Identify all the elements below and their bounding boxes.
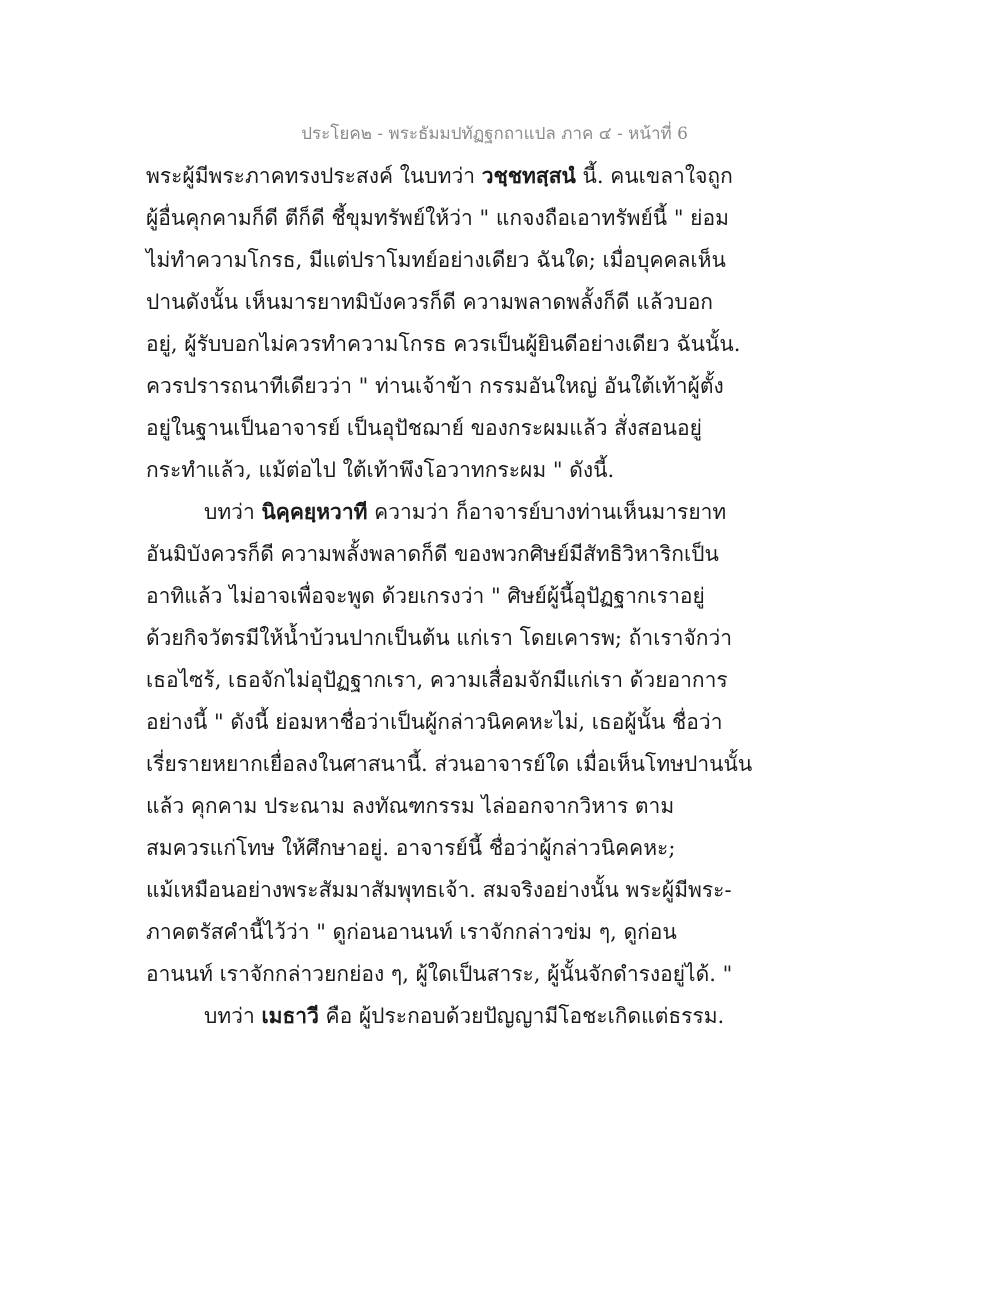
text-segment: บทว่า [204, 500, 262, 524]
text-segment: กระทำแล้ว, แม้ต่อไป ใต้เท้าพึงโอวาทกระผม " ดังนี้. [146, 458, 615, 482]
text-segment: นี้. คนเขลาใจถูก [575, 164, 733, 188]
text-line [146, 491, 856, 533]
text-line [146, 869, 856, 911]
body-text [146, 155, 856, 1037]
text-segment: พระผู้มีพระภาคทรงประสงค์ ในบทว่า [146, 164, 482, 188]
text-line [146, 449, 856, 491]
text-line [146, 575, 856, 617]
text-line [146, 701, 856, 743]
text-line [146, 659, 856, 701]
bold-term: วชฺชทสฺสนํ [481, 163, 576, 188]
text-segment: เรี่ยรายหยากเยื่อลงในศาสนานี้. ส่วนอาจารย์ใด เมื่อเห็นโทษปานนั้น [146, 752, 753, 776]
text-segment: อยู่, ผู้รับบอกไม่ควรทำความโกรธ ควรเป็นผู้ยินดีอย่างเดียว ฉันนั้น. [146, 332, 741, 356]
text-segment: อันมิบังควรก็ดี ความพลั้งพลาดก็ดี ของพวกศิษย์มีสัทธิวิหาริกเป็น [146, 542, 719, 566]
text-segment: อยู่ในฐานเป็นอาจารย์ เป็นอุปัชฌาย์ ของกระผมแล้ว สั่งสอนอยู่ [146, 416, 702, 440]
text-line [146, 281, 856, 323]
text-line [146, 827, 856, 869]
text-line [146, 785, 856, 827]
text-segment: สมควรแก่โทษ ให้ศึกษาอยู่. อาจารย์นี้ ชื่อว่าผู้กล่าวนิคคหะ; [146, 836, 676, 860]
bold-term: เมธาวี [261, 1003, 319, 1028]
text-segment: ผู้อื่นคุกคามก็ดี ตีก็ดี ชี้ขุมทรัพย์ให้ว่า " แกจงถือเอาทรัพย์นี้ " ย่อม [146, 206, 729, 230]
text-line [146, 743, 856, 785]
text-segment: อย่างนี้ " ดังนี้ ย่อมหาชื่อว่าเป็นผู้กล่าวนิคคหะไม่, เธอผู้นั้น ชื่อว่า [146, 710, 723, 734]
text-line [146, 197, 856, 239]
text-segment: บทว่า [204, 1004, 262, 1028]
text-segment: แม้เหมือนอย่างพระสัมมาสัมพุทธเจ้า. สมจริงอย่างนั้น พระผู้มีพระ- [146, 878, 732, 902]
text-line [146, 323, 856, 365]
text-line [146, 995, 856, 1037]
text-line [146, 617, 856, 659]
text-segment: ควรปรารถนาทีเดียวว่า " ท่านเจ้าข้า กรรมอันใหญ่ อันใต้เท้าผู้ตั้ง [146, 374, 724, 398]
text-segment: เธอไซร้, เธอจักไม่อุปัฏฐากเรา, ความเสื่อมจักมีแก่เรา ด้วยอาการ [146, 668, 728, 692]
text-segment: อาทิแล้ว ไม่อาจเพื่อจะพูด ด้วยเกรงว่า " ศิษย์ผู้นี้อุปัฏฐากเราอยู่ [146, 584, 705, 608]
text-segment: ภาคตรัสคำนี้ไว้ว่า " ดูก่อนอานนท์ เราจักกล่าวข่ม ๆ, ดูก่อน [146, 920, 677, 944]
text-line [146, 533, 856, 575]
bold-term: นิคฺคยฺหวาที [261, 499, 368, 524]
text-segment: ไม่ทำความโกรธ, มีแต่ปราโมทย์อย่างเดียว ฉันใด; เมื่อบุคคลเห็น [146, 248, 726, 272]
text-line [146, 953, 856, 995]
text-line [146, 911, 856, 953]
text-segment: คือ ผู้ประกอบด้วยปัญญามีโอชะเกิดแต่ธรรม. [318, 1004, 725, 1028]
text-segment: ความว่า ก็อาจารย์บางท่านเห็นมารยาท [367, 500, 727, 524]
text-segment: ปานดังนั้น เห็นมารยาทมิบังควรก็ดี ความพลาดพลั้งก็ดี แล้วบอก [146, 290, 714, 314]
running-header: ประโยค๒ - พระธัมมปทัฏฐกถาแปล ภาค ๔ - หน้าที่ 6 [301, 124, 688, 144]
text-line [146, 239, 856, 281]
text-segment: แล้ว คุกคาม ประณาม ลงทัณฑกรรม ไล่ออกจากวิหาร ตาม [146, 794, 675, 818]
text-segment: อานนท์ เราจักกล่าวยกย่อง ๆ, ผู้ใดเป็นสาระ, ผู้นั้นจักดำรงอยู่ได้. " [146, 962, 733, 986]
text-segment: ด้วยกิจวัตรมีให้น้ำบ้วนปากเป็นต้น แก่เรา โดยเคารพ; ถ้าเราจักว่า [146, 626, 733, 650]
text-line [146, 155, 856, 197]
text-line [146, 407, 856, 449]
text-line [146, 365, 856, 407]
